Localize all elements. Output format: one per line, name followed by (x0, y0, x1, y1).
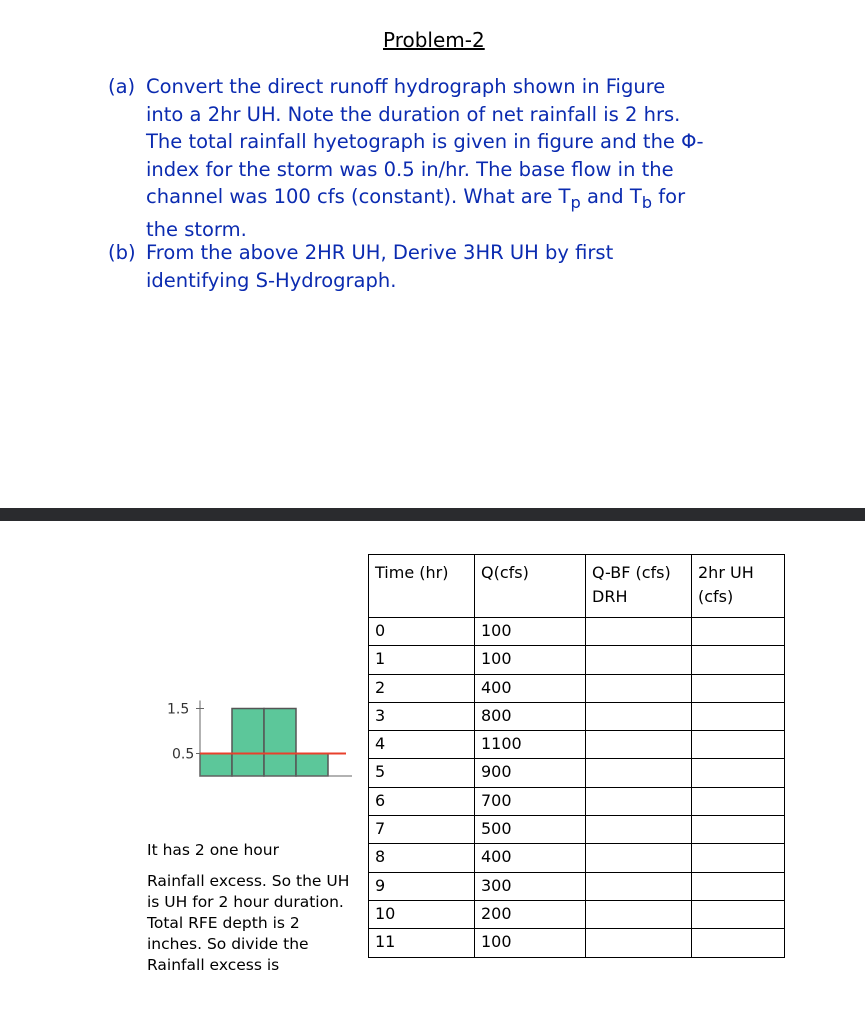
problem-part-b (108, 239, 748, 294)
cell-uh (692, 900, 785, 928)
header-q: Q(cfs) (475, 555, 586, 618)
part-a-for: for (652, 185, 686, 208)
cell-q-bf (586, 759, 692, 787)
table-row (369, 674, 785, 702)
part-a-text (146, 73, 748, 244)
cell-q: 100 (475, 646, 586, 674)
cell-uh (692, 929, 785, 957)
part-b-text (146, 239, 748, 294)
cell-time: 2 (369, 674, 475, 702)
cell-uh (692, 731, 785, 759)
cell-time: 4 (369, 731, 475, 759)
tb-subscript: b (641, 192, 653, 212)
rainfall-hyetograph (160, 680, 360, 790)
hydrograph-table (368, 554, 785, 958)
part-a-line: Convert the direct runoff hydrograph shown in Figure (146, 75, 666, 98)
part-b-line: From the above 2HR UH, Derive 3HR UH by first (146, 241, 614, 264)
y-tick-label: 0.5 (172, 746, 195, 763)
table-row (369, 731, 785, 759)
part-a-line: the storm. (146, 218, 247, 242)
part-b-label: (b) (108, 241, 136, 264)
cell-q-bf (586, 646, 692, 674)
cell-q: 700 (475, 787, 586, 815)
cell-time: 11 (369, 929, 475, 957)
cell-time: 10 (369, 900, 475, 928)
part-a-line: channel was 100 cfs (constant). What are T (146, 185, 571, 208)
cell-q-bf (586, 816, 692, 844)
header-time: Time (hr) (369, 555, 475, 618)
problem-title: Problem-2 (383, 28, 485, 52)
table-row (369, 872, 785, 900)
y-tick-label: 1.5 (167, 701, 190, 718)
cell-q: 800 (475, 702, 586, 730)
cell-uh (692, 872, 785, 900)
part-a-label: (a) (108, 75, 136, 98)
note-line-1: It has 2 one hour (147, 841, 279, 859)
cell-uh (692, 702, 785, 730)
header-2hr-uh: 2hr UH (cfs) (692, 555, 785, 618)
cell-q: 1100 (475, 731, 586, 759)
header-q-bf: Q-BF (cfs) DRH (586, 555, 692, 618)
part-a-line: into a 2hr UH. Note the duration of net rainfall is 2 hrs. (146, 102, 681, 126)
part-a-line: index for the storm was 0.5 in/hr. The base flow in the (146, 157, 674, 181)
table-row (369, 929, 785, 957)
table-row (369, 900, 785, 928)
problem-part-a (108, 73, 748, 244)
cell-uh (692, 816, 785, 844)
hyetograph-bar (200, 754, 232, 777)
cell-q-bf (586, 900, 692, 928)
table-row (369, 816, 785, 844)
table-row (369, 618, 785, 646)
cell-time: 5 (369, 759, 475, 787)
table-row (369, 702, 785, 730)
cell-q: 200 (475, 900, 586, 928)
cell-time: 6 (369, 787, 475, 815)
cell-q: 400 (475, 674, 586, 702)
cell-q-bf (586, 674, 692, 702)
cell-time: 3 (369, 702, 475, 730)
cell-q: 500 (475, 816, 586, 844)
hyetograph-bar (232, 709, 264, 777)
cell-time: 9 (369, 872, 475, 900)
cell-uh (692, 646, 785, 674)
cell-q-bf (586, 929, 692, 957)
cell-q-bf (586, 618, 692, 646)
part-a-line: The total rainfall hyetograph is given in figure and the Φ- (146, 130, 704, 153)
cell-q-bf (586, 787, 692, 815)
table-header-row (369, 555, 785, 618)
cell-q-bf (586, 872, 692, 900)
cell-q-bf (586, 731, 692, 759)
part-b-line: identifying S-Hydrograph. (146, 268, 397, 292)
hyetograph-bar (264, 709, 296, 777)
table-row (369, 844, 785, 872)
cell-time: 7 (369, 816, 475, 844)
section-divider (0, 508, 865, 521)
table-body (369, 618, 785, 958)
table-row (369, 787, 785, 815)
cell-q: 100 (475, 618, 586, 646)
cell-q-bf (586, 844, 692, 872)
part-a-and: and T (580, 185, 642, 208)
note-paragraph: Rainfall excess. So the UH is UH for 2 hour duration. Total RFE depth is 2 inches. So divide the Rainfall excess is (147, 872, 350, 974)
cell-uh (692, 759, 785, 787)
table-row (369, 646, 785, 674)
table-row (369, 759, 785, 787)
cell-q: 900 (475, 759, 586, 787)
cell-uh (692, 618, 785, 646)
hyetograph-bars (200, 709, 328, 777)
cell-uh (692, 674, 785, 702)
cell-q: 300 (475, 872, 586, 900)
cell-time: 1 (369, 646, 475, 674)
cell-q: 100 (475, 929, 586, 957)
tp-subscript: p (570, 192, 581, 212)
cell-q: 400 (475, 844, 586, 872)
cell-uh (692, 787, 785, 815)
cell-time: 0 (369, 618, 475, 646)
cell-uh (692, 844, 785, 872)
cell-time: 8 (369, 844, 475, 872)
hyetograph-bar (296, 754, 328, 777)
cell-q-bf (586, 702, 692, 730)
